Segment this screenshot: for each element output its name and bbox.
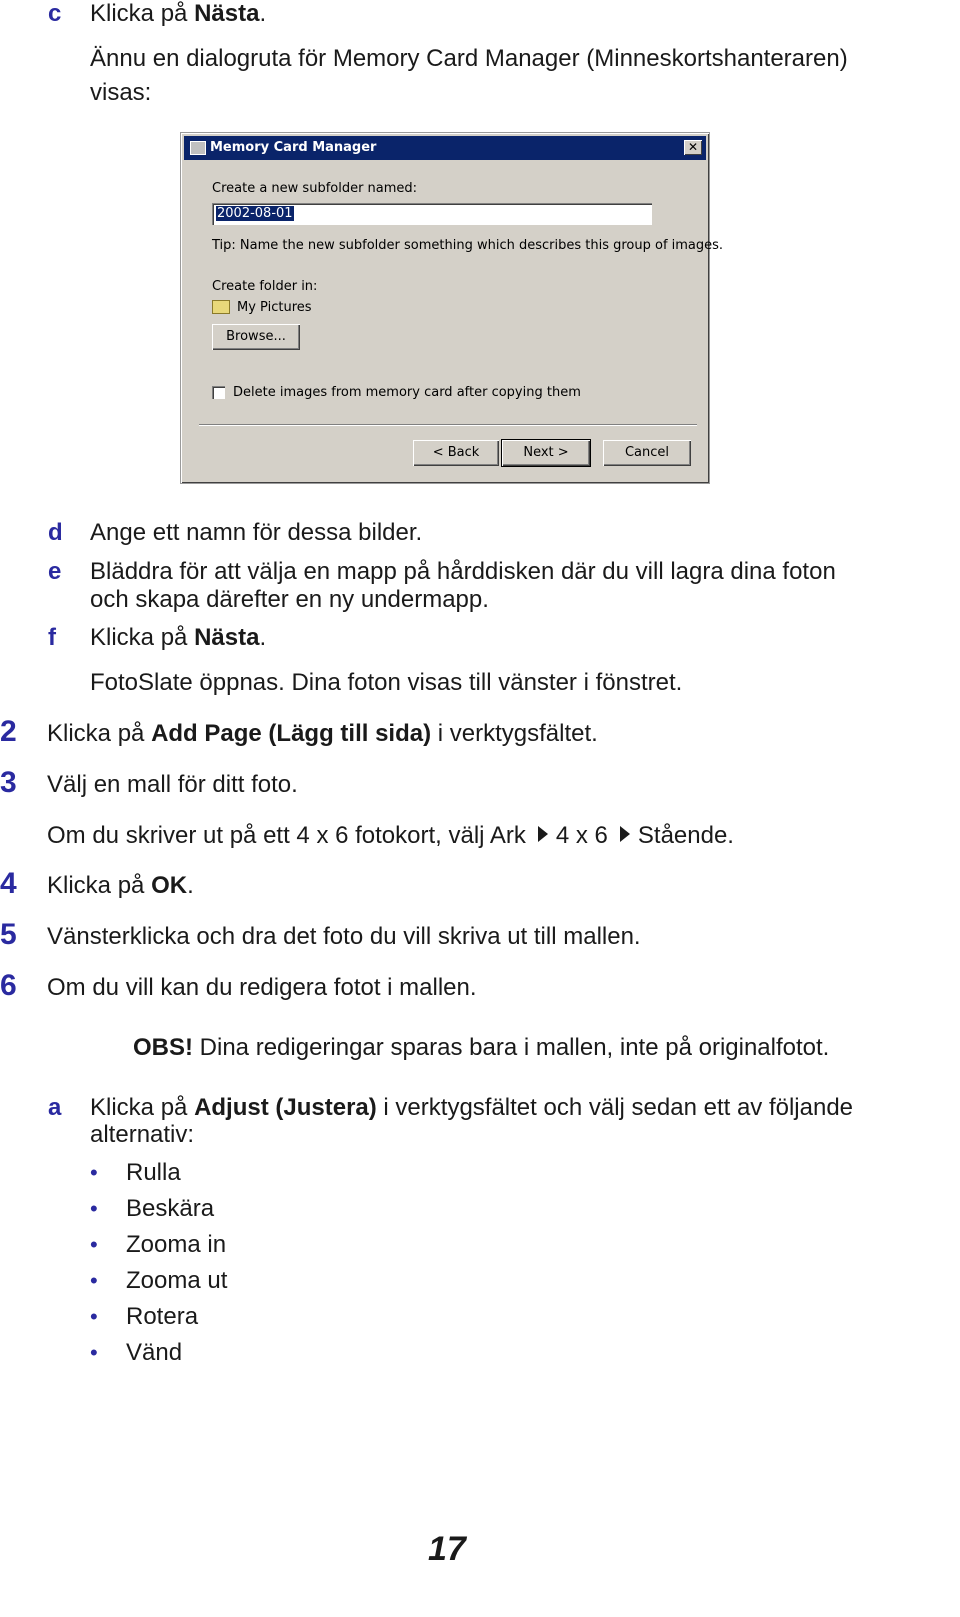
step-4-suffix: . (187, 872, 194, 899)
step-e-line1: Bläddra för att välja en mapp på hårddisken där du vill lagra dina foton (90, 558, 836, 585)
cancel-button[interactable]: Cancel (603, 440, 691, 466)
option-item: Rulla (126, 1159, 181, 1186)
step-number-2: 2 (0, 715, 17, 748)
step-3-note-part1: Om du skriver ut på ett 4 x 6 fotokort, välj Ark (47, 822, 526, 849)
folder-icon (212, 300, 230, 314)
step-label-c: c (48, 0, 62, 27)
step-4-bold: OK (151, 872, 188, 899)
bullet-icon: • (90, 1160, 98, 1185)
step-4-text (47, 872, 194, 900)
step-3-note-part3: Stående. (637, 822, 734, 849)
next-button[interactable]: Next > (502, 440, 590, 466)
bullet-icon: • (90, 1268, 98, 1293)
bullet-icon: • (90, 1304, 98, 1329)
step-f-bold: Nästa (194, 624, 260, 651)
step-number-4: 4 (0, 867, 17, 900)
step-3-note (47, 822, 734, 850)
step-label-f: f (48, 624, 56, 651)
step-label-a: a (48, 1094, 62, 1121)
step-a-line2: alternativ: (90, 1121, 195, 1148)
bullet-icon: • (90, 1340, 98, 1365)
step-e-line2: och skapa därefter en ny undermapp. (90, 586, 489, 613)
subfolder-name-value: 2002-08-01 (217, 206, 293, 221)
step-label-e: e (48, 558, 62, 585)
memory-card-manager-dialog (180, 132, 724, 484)
step-f-text (90, 624, 266, 652)
bullet-icon: • (90, 1232, 98, 1257)
create-folder-in-label: Create folder in: (212, 279, 318, 294)
app-icon (190, 141, 206, 155)
back-button[interactable]: < Back (413, 440, 499, 466)
delete-images-checkbox[interactable] (212, 386, 225, 399)
dialog-title: Memory Card Manager (210, 140, 377, 155)
note-body: Dina redigeringar sparas bara i mallen, inte på originalfotot. (193, 1034, 830, 1061)
option-item: Beskära (126, 1195, 215, 1222)
option-item: Vänd (126, 1339, 183, 1366)
step-c-bold: Nästa (194, 0, 260, 27)
browse-button[interactable]: Browse... (212, 324, 300, 350)
step-number-3: 3 (0, 766, 17, 799)
option-item: Zooma ut (126, 1267, 228, 1294)
step-a-text (90, 1094, 853, 1122)
step-c-suffix: . (259, 0, 267, 27)
tip-text: Tip: Name the new subfolder something which describes this group of images. (212, 238, 724, 253)
create-subfolder-label: Create a new subfolder named: (212, 181, 418, 196)
step-5-text: Vänsterklicka och dra det foto du vill skriva ut till mallen. (47, 923, 641, 950)
close-button[interactable]: ✕ (684, 140, 702, 155)
step-2-text (47, 720, 598, 748)
step-f-prefix: Klicka på (90, 624, 195, 651)
folder-name: My Pictures (237, 300, 312, 315)
step-number-5: 5 (0, 918, 17, 951)
dialog-intro-line1: Ännu en dialogruta för Memory Card Manager (Minneskortshanteraren) (90, 45, 848, 72)
option-item: Rotera (126, 1303, 199, 1330)
fotoslate-opens-text: FotoSlate öppnas. Dina foton visas till vänster i fönstret. (90, 669, 683, 696)
step-label-d: d (48, 519, 63, 546)
step-a-suffix: i verktygsfältet och välj sedan ett av följande (376, 1094, 854, 1121)
step-3-text: Välj en mall för ditt foto. (47, 771, 298, 798)
page-number: 17 (428, 1530, 466, 1568)
dialog-separator (199, 424, 697, 426)
step-4-prefix: Klicka på (47, 872, 152, 899)
step-6-text: Om du vill kan du redigera fotot i mallen. (47, 974, 477, 1001)
step-2-bold: Add Page (Lägg till sida) (151, 720, 432, 747)
step-a-prefix: Klicka på (90, 1094, 195, 1121)
note-text (133, 1034, 829, 1062)
step-3-note-part2: 4 x 6 (555, 822, 608, 849)
subfolder-name-input[interactable] (212, 203, 652, 225)
dialog-titlebar (184, 136, 706, 160)
step-number-6: 6 (0, 969, 17, 1002)
delete-images-label: Delete images from memory card after copying them (233, 385, 581, 400)
bullet-icon: • (90, 1196, 98, 1221)
menu-arrow-icon (538, 826, 548, 842)
step-2-prefix: Klicka på (47, 720, 152, 747)
dialog-intro-line2: visas: (90, 79, 152, 106)
step-f-suffix: . (259, 624, 267, 651)
step-2-suffix: i verktygsfältet. (431, 720, 598, 747)
menu-arrow-icon (620, 826, 630, 842)
step-c-prefix: Klicka på (90, 0, 195, 27)
step-a-bold: Adjust (Justera) (194, 1094, 377, 1121)
step-d-text: Ange ett namn för dessa bilder. (90, 519, 423, 546)
step-c-text (90, 0, 266, 28)
option-item: Zooma in (126, 1231, 227, 1258)
note-bold: OBS! (133, 1034, 193, 1061)
